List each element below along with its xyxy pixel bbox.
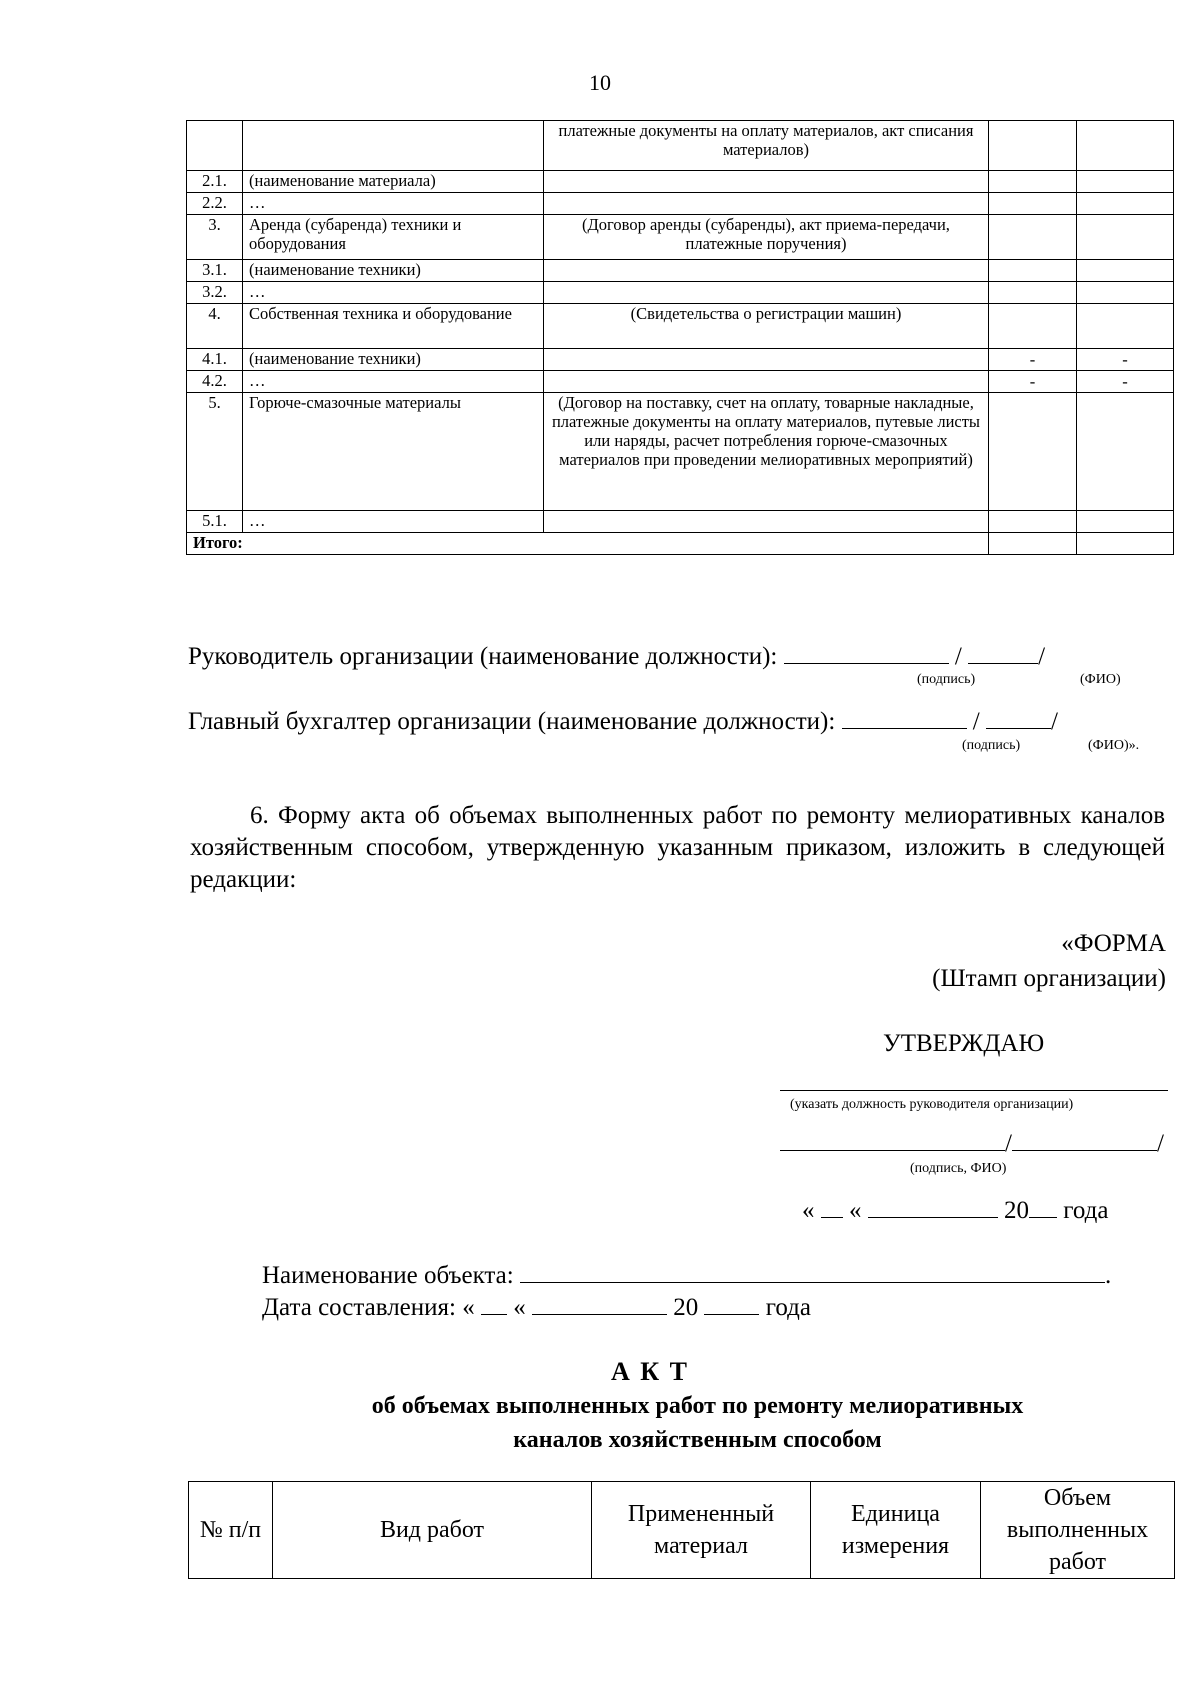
year-prefix: 20 (673, 1294, 699, 1321)
object-name-row (262, 1260, 1111, 1290)
page-number: 10 (589, 70, 611, 95)
quote: « (802, 1197, 815, 1224)
row-value-2 (1077, 260, 1174, 282)
row-name: … (243, 193, 544, 215)
accountant-signature-line (188, 706, 1058, 736)
year-prefix: 20 (1004, 1197, 1029, 1224)
col-material-header: Примененный материал (592, 1482, 811, 1579)
materials-table (186, 120, 1174, 555)
row-value-2 (1077, 393, 1174, 511)
object-name-label: Наименование объекта: (262, 1262, 514, 1289)
table-row (187, 282, 1174, 304)
date-month-blank (868, 1195, 998, 1218)
head-signature-line (188, 641, 1045, 671)
row-value-1 (989, 511, 1077, 533)
row-number: 3.1. (187, 260, 243, 282)
period: . (1104, 1262, 1112, 1289)
row-docs (544, 511, 989, 533)
row-value-2 (1077, 282, 1174, 304)
stamp-label: (Штамп организации) (932, 965, 1166, 992)
row-value-1 (989, 171, 1077, 193)
row-value-1 (989, 260, 1077, 282)
year-word: года (765, 1294, 811, 1321)
row-docs (544, 193, 989, 215)
row-docs (544, 260, 989, 282)
slash: / (1038, 643, 1046, 670)
table-row (187, 121, 1174, 171)
accountant-sign-caption: (подпись) (962, 738, 1021, 753)
sign-caption: (подпись, ФИО) (910, 1161, 1007, 1176)
slash: / (972, 708, 980, 735)
row-value-2 (1077, 215, 1174, 260)
slash: / (954, 643, 962, 670)
approve-name-blank (1012, 1128, 1157, 1151)
approve-signature-line (780, 1128, 1164, 1158)
table-row (187, 215, 1174, 260)
row-docs (544, 171, 989, 193)
row-value-1 (989, 304, 1077, 349)
total-value-2 (1077, 533, 1174, 555)
compile-day-blank (481, 1292, 507, 1315)
table-row (187, 371, 1174, 393)
row-number: 2.2. (187, 193, 243, 215)
slash: / (1005, 1130, 1012, 1157)
approve-date-line (802, 1195, 1108, 1225)
row-value-1 (989, 193, 1077, 215)
approve-signature-blank (780, 1128, 1005, 1151)
table-row (187, 260, 1174, 282)
compile-date-label: Дата составления: « (262, 1294, 475, 1321)
accountant-name-caption: (ФИО)». (1088, 738, 1140, 753)
row-name: Аренда (субаренда) техники и оборудования (243, 215, 544, 260)
row-number: 4.2. (187, 371, 243, 393)
row-number: 3. (187, 215, 243, 260)
row-name: Горюче-смазочные материалы (243, 393, 544, 511)
date-year-blank (1029, 1195, 1057, 1218)
row-number: 2.1. (187, 171, 243, 193)
position-line (780, 1090, 1168, 1091)
quote: « (849, 1197, 862, 1224)
total-row (187, 533, 1174, 555)
head-name-blank (968, 641, 1038, 664)
row-name: … (243, 282, 544, 304)
head-signature-blank (784, 641, 949, 664)
row-value-2 (1077, 121, 1174, 171)
compile-date-row (262, 1292, 811, 1322)
act-subtitle-line1: об объемах выполненных работ по ремонту мелиоративных (371, 1393, 1024, 1419)
row-number: 5.1. (187, 511, 243, 533)
row-docs: платежные документы на оплату материалов, акт списания материалов) (544, 121, 989, 171)
table-row (187, 349, 1174, 371)
col-work-type-header: Вид работ (273, 1482, 592, 1579)
total-value-1 (989, 533, 1077, 555)
paragraph-6: 6. Форму акта об объемах выполненных работ по ремонту мелиоративных каналов хозяйственным способом, утвержденную указанным приказом, изложить в следующей редакции: (190, 802, 1165, 893)
table-row (187, 511, 1174, 533)
row-number (187, 121, 243, 171)
row-value-1 (989, 215, 1077, 260)
row-number: 4.1. (187, 349, 243, 371)
slash: / (1050, 708, 1058, 735)
total-label: Итого: (187, 533, 989, 555)
compile-year-blank (704, 1292, 759, 1315)
row-name: … (243, 511, 544, 533)
head-label: Руководитель организации (наименование должности): (188, 643, 778, 670)
position-caption: (указать должность руководителя организации) (790, 1097, 1074, 1112)
accountant-name-blank (986, 706, 1051, 729)
col-unit-header: Единица измерения (811, 1482, 981, 1579)
accountant-signature-blank (842, 706, 967, 729)
row-docs (544, 349, 989, 371)
act-table (188, 1481, 1175, 1579)
row-name: Собственная техника и оборудование (243, 304, 544, 349)
row-value-2 (1077, 511, 1174, 533)
row-docs: (Договор на поставку, счет на оплату, товарные накладные, платежные документы на оплату материалов, путевые листы или наряды, расчет потребления горюче-смазочных материалов при проведении мелиоративных мероприятий) (544, 393, 989, 511)
row-value-2 (1077, 193, 1174, 215)
forma-label: «ФОРМА (1061, 930, 1166, 957)
row-number: 4. (187, 304, 243, 349)
row-number: 5. (187, 393, 243, 511)
object-name-blank (520, 1260, 1105, 1283)
row-value-2: - (1077, 371, 1174, 393)
act-subtitle-line2: каналов хозяйственным способом (513, 1427, 882, 1453)
row-value-1 (989, 121, 1077, 171)
row-name: (наименование материала) (243, 171, 544, 193)
table-row (187, 193, 1174, 215)
head-name-caption: (ФИО) (1080, 672, 1121, 687)
col-number-header: № п/п (189, 1482, 273, 1579)
year-word: года (1063, 1197, 1109, 1224)
row-value-2 (1077, 171, 1174, 193)
row-value-1 (989, 282, 1077, 304)
act-title: А К Т (611, 1357, 689, 1386)
table-row (187, 171, 1174, 193)
quote: « (513, 1294, 526, 1321)
row-value-2: - (1077, 349, 1174, 371)
row-value-1: - (989, 371, 1077, 393)
slash: / (1156, 1130, 1164, 1157)
row-value-2 (1077, 304, 1174, 349)
row-docs: (Договор аренды (субаренды), акт приема-передачи, платежные поручения) (544, 215, 989, 260)
row-name (243, 121, 544, 171)
row-name: (наименование техники) (243, 349, 544, 371)
row-number: 3.2. (187, 282, 243, 304)
row-docs (544, 371, 989, 393)
table-row (187, 304, 1174, 349)
table-header-row (189, 1482, 1175, 1579)
compile-month-blank (532, 1292, 667, 1315)
row-value-1: - (989, 349, 1077, 371)
row-value-1 (989, 393, 1077, 511)
accountant-label: Главный бухгалтер организации (наименование должности): (188, 708, 836, 735)
head-sign-caption: (подпись) (917, 672, 976, 687)
row-docs: (Свидетельства о регистрации машин) (544, 304, 989, 349)
row-name: … (243, 371, 544, 393)
approve-label: УТВЕРЖДАЮ (883, 1030, 1045, 1057)
row-docs (544, 282, 989, 304)
date-day-blank (821, 1195, 843, 1218)
row-name: (наименование техники) (243, 260, 544, 282)
table-row (187, 393, 1174, 511)
col-volume-header: Объем выполненных работ (981, 1482, 1175, 1579)
